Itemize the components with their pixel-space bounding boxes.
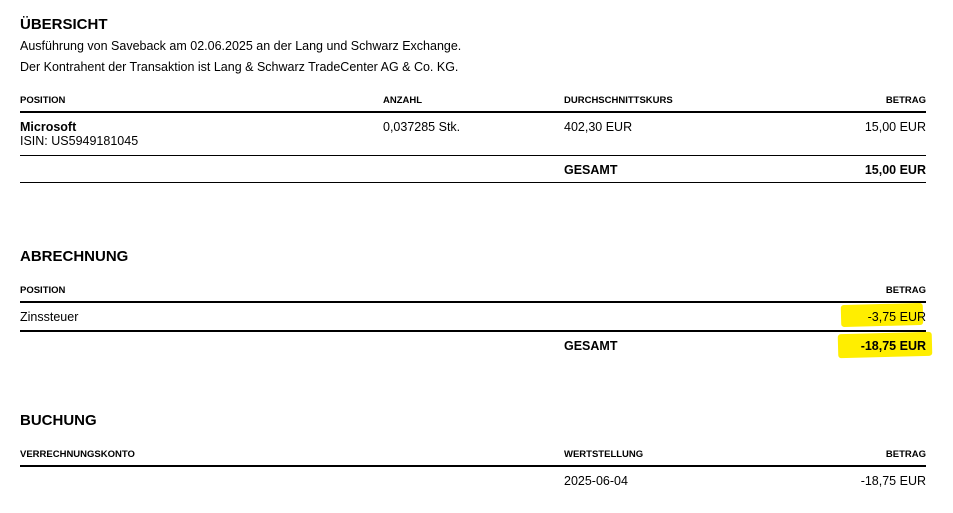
overview-header-rule <box>20 111 926 113</box>
overview-counterparty-text: Der Kontrahent der Transaktion ist Lang & Schwarz TradeCenter AG & Co. KG. <box>20 60 459 74</box>
booking-value-date: 2025-06-04 <box>564 474 628 488</box>
tax-label: Zinssteuer <box>20 310 79 324</box>
overview-title: ÜBERSICHT <box>20 16 108 33</box>
booking-amount: -18,75 EUR <box>860 474 926 488</box>
settlement-row-rule <box>20 330 926 332</box>
settlement-total-label: GESAMT <box>564 339 618 353</box>
security-name: Microsoft <box>20 120 77 134</box>
settlement-header-rule <box>20 301 926 303</box>
booking-header-value-date: WERTSTELLUNG <box>564 449 644 460</box>
settlement-title: ABRECHNUNG <box>20 248 129 265</box>
settlement-header-amount: BETRAG <box>885 285 926 296</box>
header-amount: BETRAG <box>885 95 926 106</box>
overview-execution-text: Ausführung von Saveback am 02.06.2025 an der Lang und Schwarz Exchange. <box>20 39 462 53</box>
header-avg-price: DURCHSCHNITTSKURS <box>564 95 673 106</box>
tax-amount: -3,75 EUR <box>867 310 926 324</box>
settlement-total-value: -18,75 EUR <box>860 339 926 353</box>
overview-row-rule <box>20 155 926 156</box>
settlement-header-position: POSITION <box>20 285 66 296</box>
booking-header-rule <box>20 465 926 467</box>
security-avg-price: 402,30 EUR <box>564 120 633 134</box>
booking-header-amount: BETRAG <box>885 449 926 460</box>
security-amount: 15,00 EUR <box>864 120 926 134</box>
overview-total-label: GESAMT <box>564 163 618 177</box>
security-isin: ISIN: US5949181045 <box>20 134 139 148</box>
header-quantity: ANZAHL <box>383 95 423 106</box>
booking-header-account: VERRECHNUNGSKONTO <box>20 449 135 460</box>
security-quantity: 0,037285 Stk. <box>383 120 461 134</box>
booking-title: BUCHUNG <box>20 412 97 429</box>
overview-total-value: 15,00 EUR <box>864 163 926 177</box>
overview-total-rule <box>20 182 926 183</box>
header-position: POSITION <box>20 95 66 106</box>
